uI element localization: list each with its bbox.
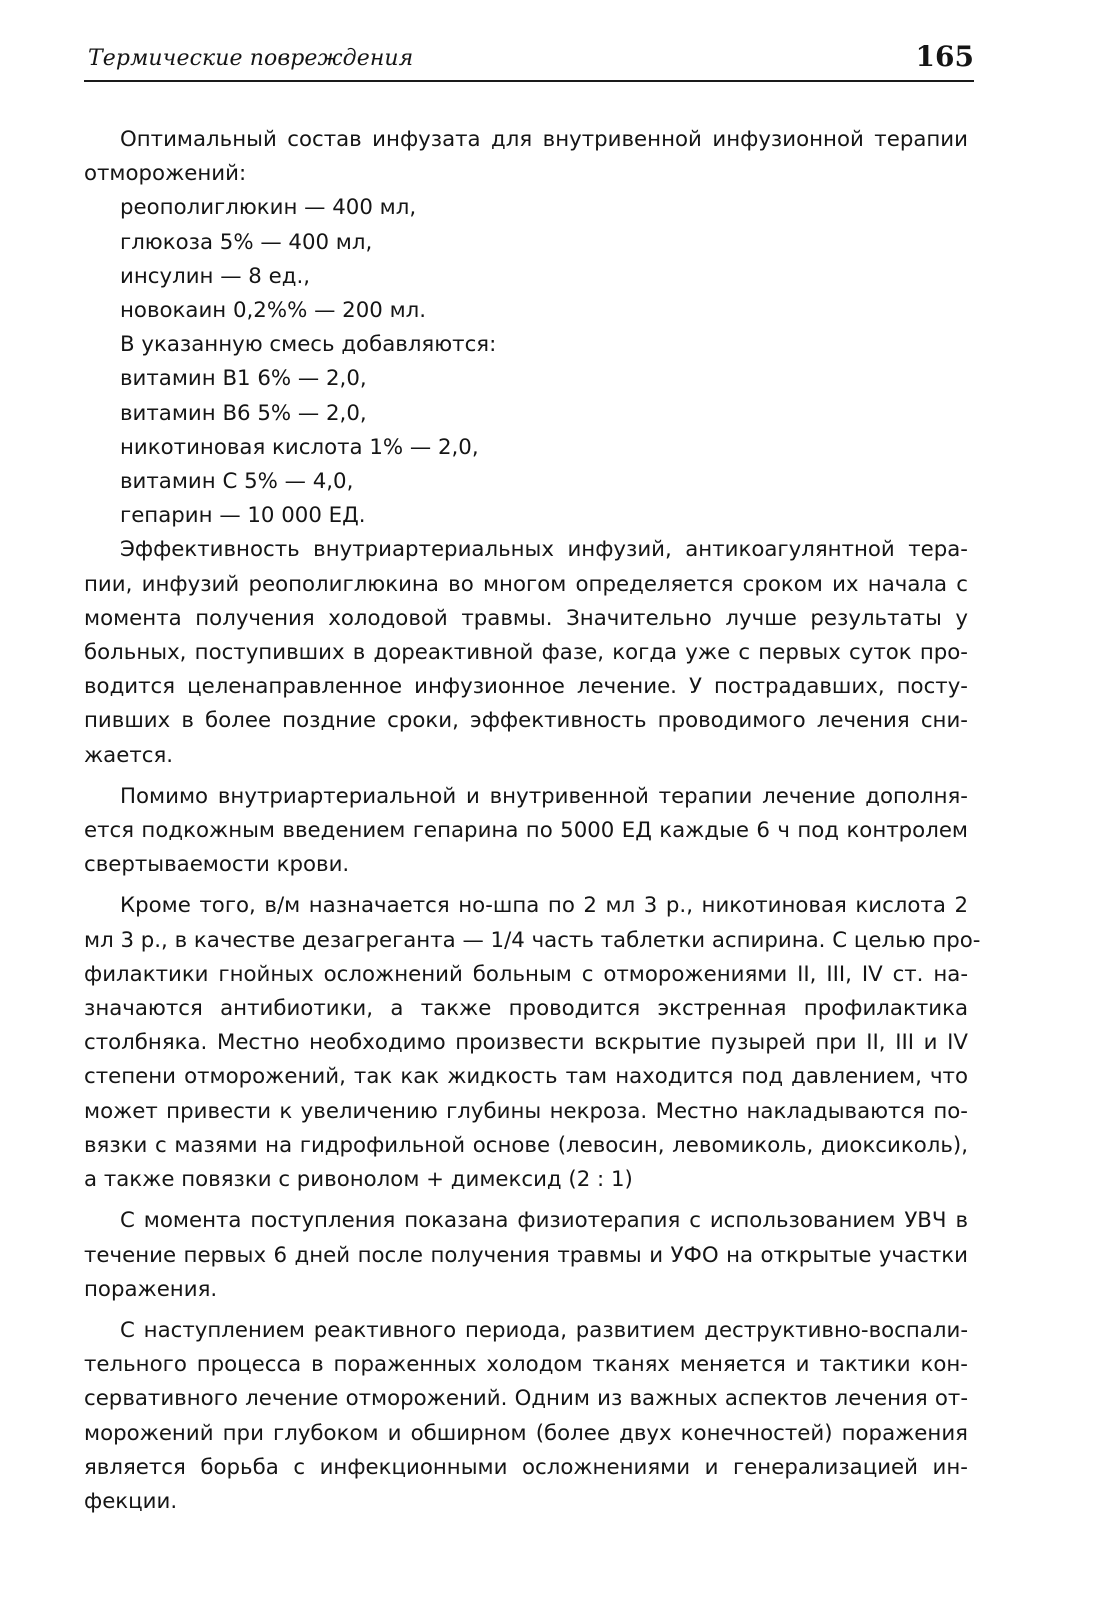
text-line: морожений при глубоком и обширном (более двух конечностей) поражения [84,1420,968,1446]
text-line: Кроме того, в/м назначается но-шпа по 2 мл 3 р., никотиновая кислота 2 [120,893,968,919]
text-line: может привести к увеличению глубины некроза. Местно накладываются по- [84,1098,968,1124]
text-line: пии, инфузий реополиглюкина во многом определяется сроком их начала с [84,571,968,597]
paragraph-heparin [84,780,968,883]
text-line: степени отморожений, так как жидкость там находится под давлением, что [84,1064,968,1090]
text-line: отморожений: [84,161,247,187]
text-line: поражения. [84,1276,218,1302]
text-line: Оптимальный состав инфузата для внутривенной инфузионной терапии [120,127,968,152]
infusate-list [84,191,968,533]
text-line: филактики гнойных осложнений больным с отморожениями II, III, IV ст. на- [84,961,968,987]
text-line: водится целенаправленное инфузионное лечение. У пострадавших, посту- [84,674,968,700]
body-text [84,123,981,1519]
list-item: витамин В1 6% — 2,0, [120,366,367,392]
paragraph-physiotherapy [84,1204,968,1307]
intro-paragraph [84,123,968,191]
page-number: 165 [915,40,974,73]
text-line: сервативного лечение отморожений. Одним из важных аспектов лечения от- [84,1386,968,1412]
list-item: глюкоза 5% — 400 мл, [120,229,373,255]
text-line: С наступлением реактивного периода, развитием деструктивно-воспали- [120,1317,968,1343]
list-item: гепарин — 10 000 ЕД. [120,503,366,529]
text-line: жается. [84,742,174,768]
text-line: вязки с мазями на гидрофильной основе (левосин, левомиколь, диоксиколь), [84,1132,968,1158]
running-head [84,36,974,80]
text-line: Помимо внутриартериальной и внутривенной терапии лечение дополня- [120,783,968,809]
list-item: никотиновая кислота 1% — 2,0, [120,434,479,460]
text-line: течение первых 6 дней после получения травмы и УФО на открытые участки [84,1242,968,1268]
text-line: значаются антибиотики, а также проводится экстренная профилактика [84,996,968,1022]
list-item: витамин В6 5% — 2,0, [120,400,367,426]
text-line: столбняка. Местно необходимо произвести вскрытие пузырей при II, III и IV [84,1030,968,1056]
header-rule [84,80,974,82]
list-item: витамин С 5% — 4,0, [120,469,354,495]
text-line: тельного процесса в пораженных холодом тканях меняется и тактики кон- [84,1352,968,1378]
text-line: мл 3 р., в качестве дезагреганта — 1/4 часть таблетки аспирина. С целью про- [84,927,981,953]
text-line: момента получения холодовой травмы. Значительно лучше результаты у [84,605,968,631]
paragraph-efficacy [84,533,968,772]
text-line: Эффективность внутриартериальных инфузий, антикоагулянтной тера- [120,537,968,563]
paragraph-additional-therapy [84,889,981,1197]
text-line: а также повязки с ривонолом + димексид (2 : 1) [84,1167,633,1193]
list-item: реополиглюкин — 400 мл, [120,195,417,221]
text-line: ется подкожным введением гепарина по 5000 ЕД каждые 6 ч под контролем [84,818,968,844]
list-item: инсулин — 8 ед., [120,263,310,289]
text-line: больных, поступивших в дореактивной фазе, когда уже с первых суток про- [84,640,968,666]
text-line: фекции. [84,1488,178,1514]
list-item: новокаин 0,2%% — 200 мл. [120,298,427,324]
list-item: В указанную смесь добавляются: [120,332,497,358]
text-line: является борьба с инфекционными осложнениями и генерализацией ин- [84,1454,968,1480]
paragraph-reactive-period [84,1314,968,1519]
text-line: С момента поступления показана физиотерапия с использованием УВЧ в [120,1208,968,1234]
text-line: свертываемости крови. [84,852,350,878]
running-title: Термические повреждения [88,46,414,71]
text-line: пивших в более поздние сроки, эффективность проводимого лечения сни- [84,708,968,734]
